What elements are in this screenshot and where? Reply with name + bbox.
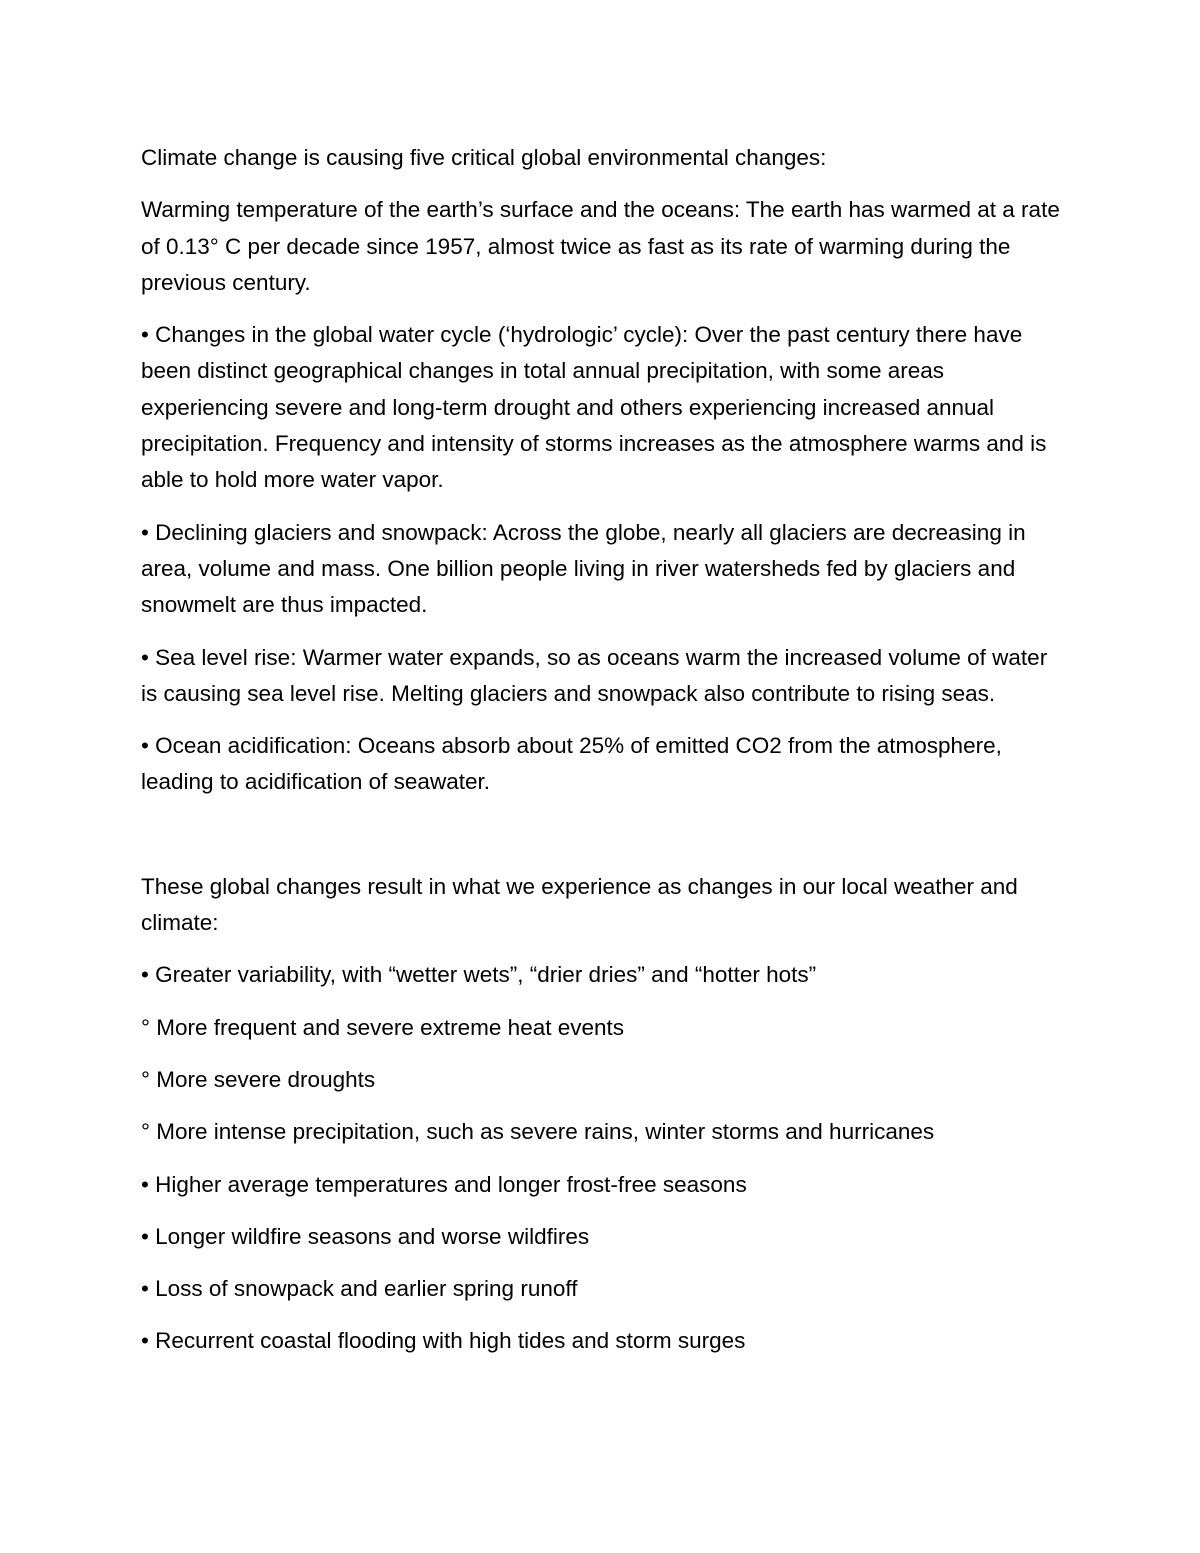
- local-intro-paragraph: These global changes result in what we experience as changes in our local weather and climate:: [141, 873, 1018, 936]
- document-body: [141, 140, 1066, 1376]
- local-change-item: ° More frequent and severe extreme heat events: [141, 1014, 625, 1040]
- local-change-item: ° More intense precipitation, such as severe rains, winter storms and hurricanes: [141, 1119, 935, 1145]
- paragraph-spacer: [141, 817, 1066, 869]
- global-change-item: • Changes in the global water cycle (‘hydrologic’ cycle): Over the past century there have been distinct geographical changes in total annual precipitation, with some areas experiencing severe and long-term drought and others experiencing increased annual precipitation. Frequency and intensity of storms increases as the atmosphere warms and is able to hold more water vapor.: [141, 322, 1047, 493]
- local-change-item: • Recurrent coastal flooding with high tides and storm surges: [141, 1328, 746, 1354]
- intro-paragraph: Climate change is causing five critical global environmental changes:: [141, 145, 827, 170]
- local-change-item: • Greater variability, with “wetter wets”, “drier dries” and “hotter hots”: [141, 962, 817, 988]
- global-change-item: • Ocean acidification: Oceans absorb about 25% of emitted CO2 from the atmosphere, leading to acidification of seawater.: [141, 733, 1002, 795]
- warming-paragraph: Warming temperature of the earth’s surface and the oceans: The earth has warmed at a rate of 0.13° C per decade since 1957, almost twice as fast as its rate of warming during the previous century.: [141, 197, 1060, 295]
- local-change-item: ° More severe droughts: [141, 1066, 376, 1092]
- global-change-item: • Declining glaciers and snowpack: Across the globe, nearly all glaciers are decreasing in area, volume and mass. One billion people living in river watersheds fed by glaciers and snowmelt are thus impacted.: [141, 519, 1026, 618]
- global-change-item: • Sea level rise: Warmer water expands, so as oceans warm the increased volume of water is causing sea level rise. Melting glaciers and snowpack also contribute to rising seas.: [141, 644, 1048, 706]
- local-change-item: • Longer wildfire seasons and worse wildfires: [141, 1223, 590, 1249]
- local-change-item: • Loss of snowpack and earlier spring runoff: [141, 1276, 578, 1302]
- local-change-item: • Higher average temperatures and longer frost-free seasons: [141, 1171, 747, 1197]
